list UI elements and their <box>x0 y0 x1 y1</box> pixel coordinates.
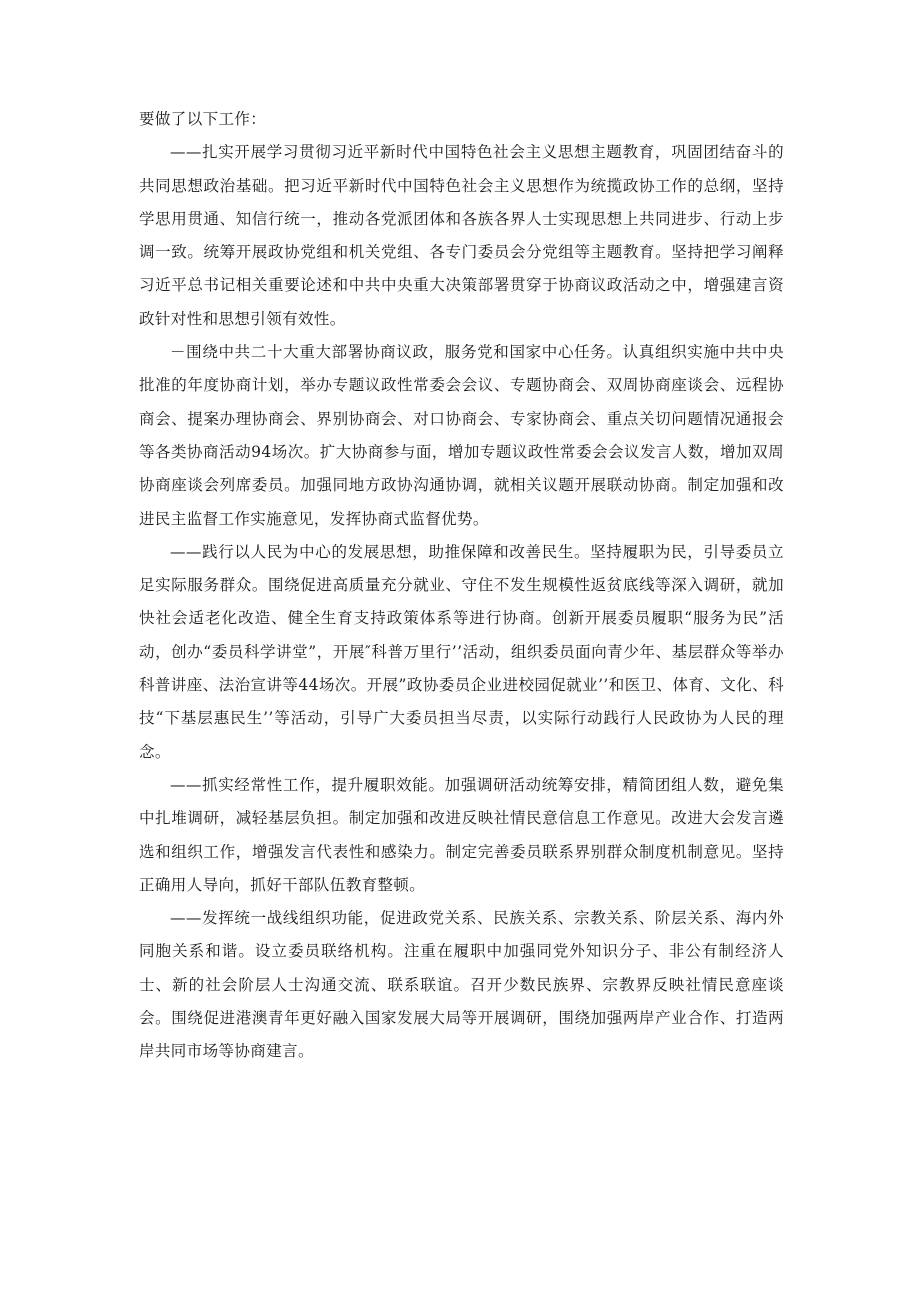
paragraph-livelihood: ——践行以人民为中心的发展思想，助推保障和改善民生。坚持履职为民，引导委员立足实际服务群众。围绕促进高质量充分就业、守住不发生规模性返贫底线等深入调研，就加快社会适老化改造、健全生育支持政策体系等进行协商。创新开展委员履职“服务为民”活动，创办“委员科学讲堂”，开展″科普万里行’’活动，组织委员面向青少年、基层群众等举办科普讲座、法治宣讲等44场次。开展”政协委员企业进校园促就业’’和医卫、体育、文化、科技“下基层惠民生’’等活动，引导广大委员担当尽责，以实际行动践行人民政协为人民的理念。 <box>139 542 784 761</box>
paragraph-regular-work: ——抓实经常性工作，提升履职效能。加强调研活动统筹安排，精简团组人数，避免集中扎堆调研，减轻基层负担。制定加强和改进反映社情民意信息工作意见。改进大会发言遴选和组织工作，增强发言代表性和感染力。制定完善委员联系界别群众制度机制意见。坚持正确用人导向，抓好干部队伍教育整顿。 <box>139 775 784 894</box>
paragraph-intro: 要做了以下工作： <box>139 110 267 128</box>
paragraph-consultation: －围绕中共二十大重大部署协商议政，服务党和国家中心任务。认真组织实施中共中央批准的年度协商计划，举办专题议政性常委会会议、专题协商会、双周协商座谈会、远程协商会、提案办理协商会、界别协商会、对口协商会、专家协商会、重点关切问题情况通报会等各类协商活动94场次。扩大协商参与面，增加专题议政性常委会会议发言人数，增加双周协商座谈会列席委员。加强同地方政协沟通协调，就相关议题开展联动协商。制定加强和改进民主监督工作实施意见，发挥协商式监督优势。 <box>139 343 784 528</box>
paragraph-theme-education: ——扎实开展学习贯彻习近平新时代中国特色社会主义思想主题教育，巩固团结奋斗的共同思想政治基础。把习近平新时代中国特色社会主义思想作为统揽政协工作的总纲，坚持学思用贯通、知信行统一，推动各党派团体和各族各界人士实现思想上共同进步、行动上步调一致。统筹开展政协党组和机关党组、各专门委员会分党组等主题教育。坚持把学习阐释习近平总书记相关重要论述和中共中央重大决策部署贯穿于协商议政活动之中，增强建言资政针对性和思想引领有效性。 <box>139 143 784 328</box>
paragraph-united-front: ——发挥统一战线组织功能，促进政党关系、民族关系、宗教关系、阶层关系、海内外同胞关系和谐。设立委员联络机构。注重在履职中加强同党外知识分子、非公有制经济人士、新的社会阶层人士沟通交流、联系联谊。召开少数民族界、宗教界反映社情民意座谈会。围绕促进港澳青年更好融入国家发展大局等开展调研，围绕加强两岸产业合作、打造两岸共同市场等协商建言。 <box>139 909 784 1061</box>
document-body <box>139 103 784 1069</box>
